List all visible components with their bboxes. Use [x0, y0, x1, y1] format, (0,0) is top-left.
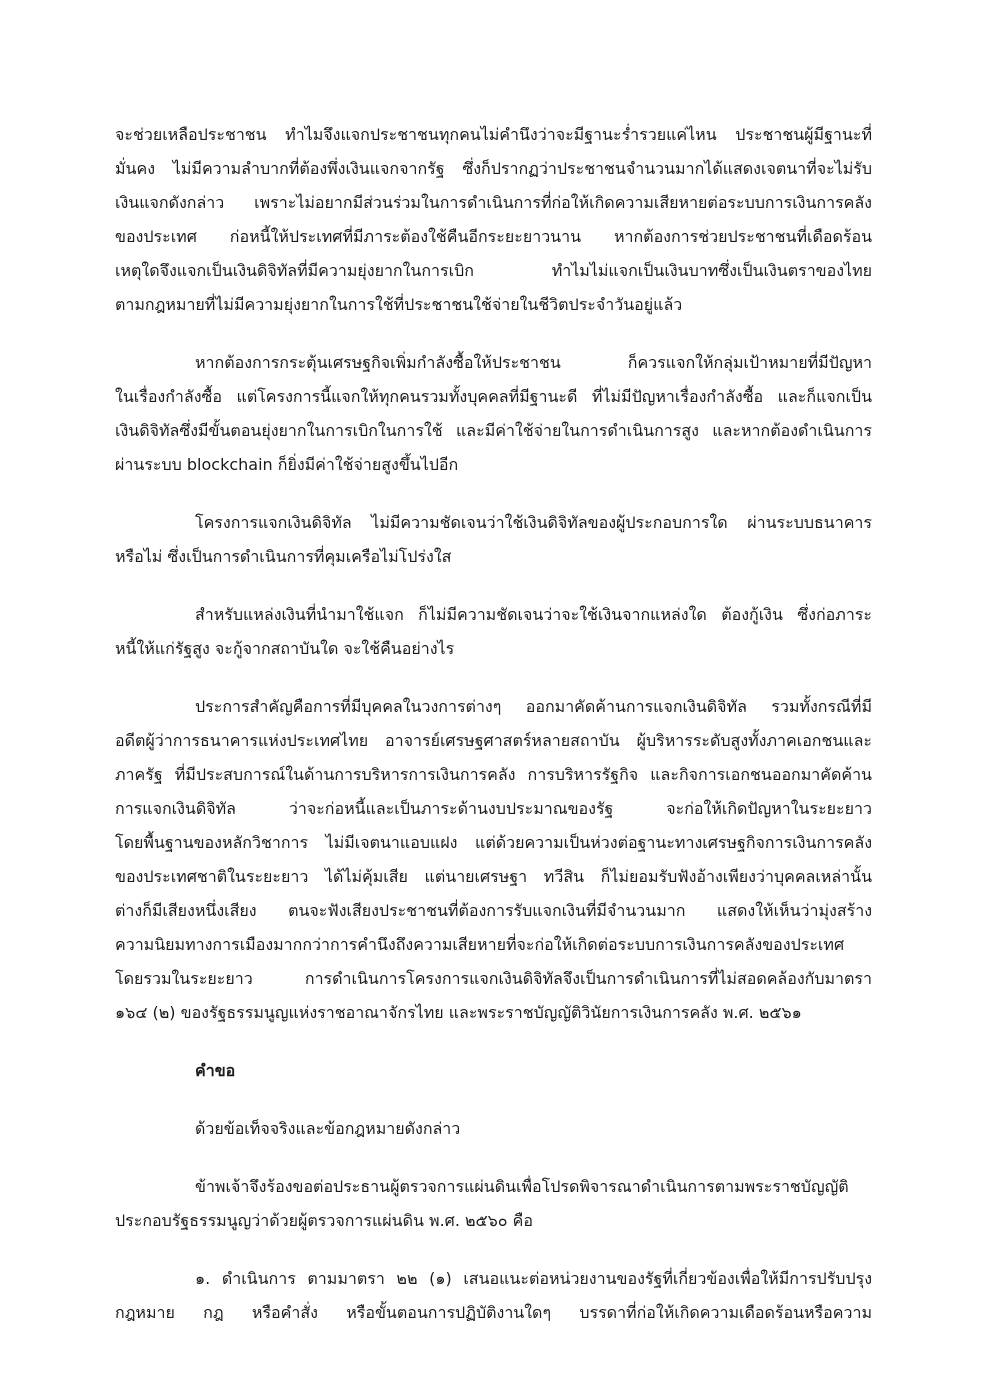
- text-line: ตามกฎหมายที่ไม่มีความยุ่งยากในการใช้ที่ประชาชนใช้จ่ายในชีวิตประจำวันอยู่แล้ว: [115, 295, 683, 314]
- text-line: กฎหมาย กฎ หรือคำสั่ง หรือขั้นตอนการปฏิบัติงานใดๆ บรรดาที่ก่อให้เกิดความเดือดร้อนหรือความ: [115, 1303, 872, 1322]
- document-body: [115, 118, 872, 1330]
- text-line: หนี้ให้แก่รัฐสูง จะกู้จากสถาบันใด จะใช้คืนอย่างไร: [115, 639, 455, 658]
- text-line: ภาครัฐ ที่มีประสบการณ์ในด้านการบริหารการเงินการคลัง การบริหารรัฐกิจ และกิจการเอกชนออกมาคัดค้าน: [115, 765, 872, 784]
- text-line: หรือไม่ ซึ่งเป็นการดำเนินการที่คุมเครือไม่โปร่งใส: [115, 547, 452, 566]
- paragraph-economic-stimulus: [115, 346, 872, 482]
- text-line: ประการสำคัญคือการที่มีบุคคลในวงการต่างๆ ออกมาคัดค้านการแจกเงินดิจิทัล รวมทั้งกรณีที่มี: [195, 697, 872, 716]
- section-heading-request: คำขอ: [195, 1061, 236, 1080]
- text-line: เงินแจกดังกล่าว เพราะไม่อยากมีส่วนร่วมในการดำเนินการที่ก่อให้เกิดความเสียหายต่อระบบการเงินการคลัง: [115, 193, 872, 212]
- paragraph-funding-source: [115, 598, 872, 666]
- paragraph-facts-and-law: [115, 1112, 872, 1146]
- text-line: สำหรับแหล่งเงินที่นำมาใช้แจก ก็ไม่มีความชัดเจนว่าจะใช้เงินจากแหล่งใด ต้องกู้เงิน ซึ่งก่อภาระ: [195, 605, 872, 624]
- paragraph-petition: [115, 1170, 872, 1238]
- text-line: มั่นคง ไม่มีความลำบากที่ต้องพึ่งเงินแจกจากรัฐ ซึ่งก็ปรากฏว่าประชาชนจำนวนมากได้แสดงเจตนาที่จะไม่รับ: [115, 159, 872, 178]
- text-line: ด้วยข้อเท็จจริงและข้อกฎหมายดังกล่าว: [195, 1119, 461, 1138]
- text-line: โดยพื้นฐานของหลักวิชาการ ไม่มีเจตนาแอบแฝง แต่ด้วยความเป็นห่วงต่อฐานะทางเศรษฐกิจการเงินการคลัง: [115, 833, 872, 852]
- text-line: ๑. ดำเนินการ ตามมาตรา ๒๒ (๑) เสนอแนะต่อหน่วยงานของรัฐที่เกี่ยวข้องเพื่อให้มีการปรับปรุง: [195, 1269, 872, 1288]
- paragraph-item-1: [115, 1262, 872, 1330]
- text-line: ของประเทศ ก่อหนี้ให้ประเทศที่มีภาระต้องใช้คืนอีกระยะยาวนาน หากต้องการช่วยประชาชนที่เดือดร้อน: [115, 227, 872, 246]
- paragraph-continuation: [115, 118, 872, 322]
- text-line: เหตุใดจึงแจกเป็นเงินดิจิทัลที่มีความยุ่งยากในการเบิก ทำไมไม่แจกเป็นเงินบาทซึ่งเป็นเงินตราของไทย: [115, 261, 872, 280]
- text-line: หากต้องการกระตุ้นเศรษฐกิจเพิ่มกำลังซื้อให้ประชาชน ก็ควรแจกให้กลุ่มเป้าหมายที่มีปัญหา: [195, 353, 872, 372]
- paragraph-transparency: [115, 506, 872, 574]
- text-line: การแจกเงินดิจิทัล ว่าจะก่อหนี้และเป็นภาระด้านงบประมาณของรัฐ จะก่อให้เกิดปัญหาในระยะยาว: [115, 799, 872, 818]
- text-line: ความนิยมทางการเมืองมากกว่าการคำนึงถึงความเสียหายที่จะก่อให้เกิดต่อระบบการเงินการคลังของประเทศ: [115, 935, 845, 954]
- text-line: ข้าพเจ้าจึงร้องขอต่อประธานผู้ตรวจการแผ่นดินเพื่อโปรดพิจารณาดำเนินการตามพระราชบัญญัติ: [195, 1177, 849, 1196]
- text-line: ผ่านระบบ blockchain ก็ยิ่งมีค่าใช้จ่ายสูงขึ้นไปอีก: [115, 455, 459, 474]
- text-line: โดยรวมในระยะยาว การดำเนินการโครงการแจกเงินดิจิทัลจึงเป็นการดำเนินการที่ไม่สอดคล้องกับมาตรา: [115, 969, 872, 988]
- text-line: เงินดิจิทัลซึ่งมีขั้นตอนยุ่งยากในการเบิกในการใช้ และมีค่าใช้จ่ายในการดำเนินการสูง และหากต้องดำเนินการ: [115, 421, 872, 440]
- text-line: โครงการแจกเงินดิจิทัล ไม่มีความชัดเจนว่าใช้เงินดิจิทัลของผู้ประกอบการใด ผ่านระบบธนาคาร: [195, 513, 872, 532]
- text-line: อดีตผู้ว่าการธนาคารแห่งประเทศไทย อาจารย์เศรษฐศาสตร์หลายสถาบัน ผู้บริหารระดับสูงทั้งภาคเอกชนและ: [115, 731, 872, 750]
- text-line: ประกอบรัฐธรรมนูญว่าด้วยผู้ตรวจการแผ่นดิน พ.ศ. ๒๕๖๐ คือ: [115, 1211, 533, 1230]
- paragraph-opposition: [115, 690, 872, 1030]
- text-line: จะช่วยเหลือประชาชน ทำไมจึงแจกประชาชนทุกคนไม่คำนึงว่าจะมีฐานะร่ำรวยแค่ไหน ประชาชนผู้มีฐานะที่: [115, 125, 872, 144]
- text-line: ในเรื่องกำลังซื้อ แต่โครงการนี้แจกให้ทุกคนรวมทั้งบุคคลที่มีฐานะดี ที่ไม่มีปัญหาเรื่องกำลังซื้อ และก็แจกเป็น: [115, 387, 872, 406]
- text-line: ของประเทศชาติในระยะยาว ได้ไม่คุ้มเสีย แต่นายเศรษฐา ทวีสิน ก็ไม่ยอมรับฟังอ้างเพียงว่าบุคคลเหล่านั้น: [115, 867, 872, 886]
- text-line: ๑๖๔ (๒) ของรัฐธรรมนูญแห่งราชอาณาจักรไทย และพระราชบัญญัติวินัยการเงินการคลัง พ.ศ. ๒๕๖๑: [115, 1003, 802, 1022]
- text-line: ต่างก็มีเสียงหนึ่งเสียง ตนจะฟังเสียงประชาชนที่ต้องการรับแจกเงินที่มีจำนวนมาก แสดงให้เห็นว่ามุ่งสร้าง: [115, 901, 872, 920]
